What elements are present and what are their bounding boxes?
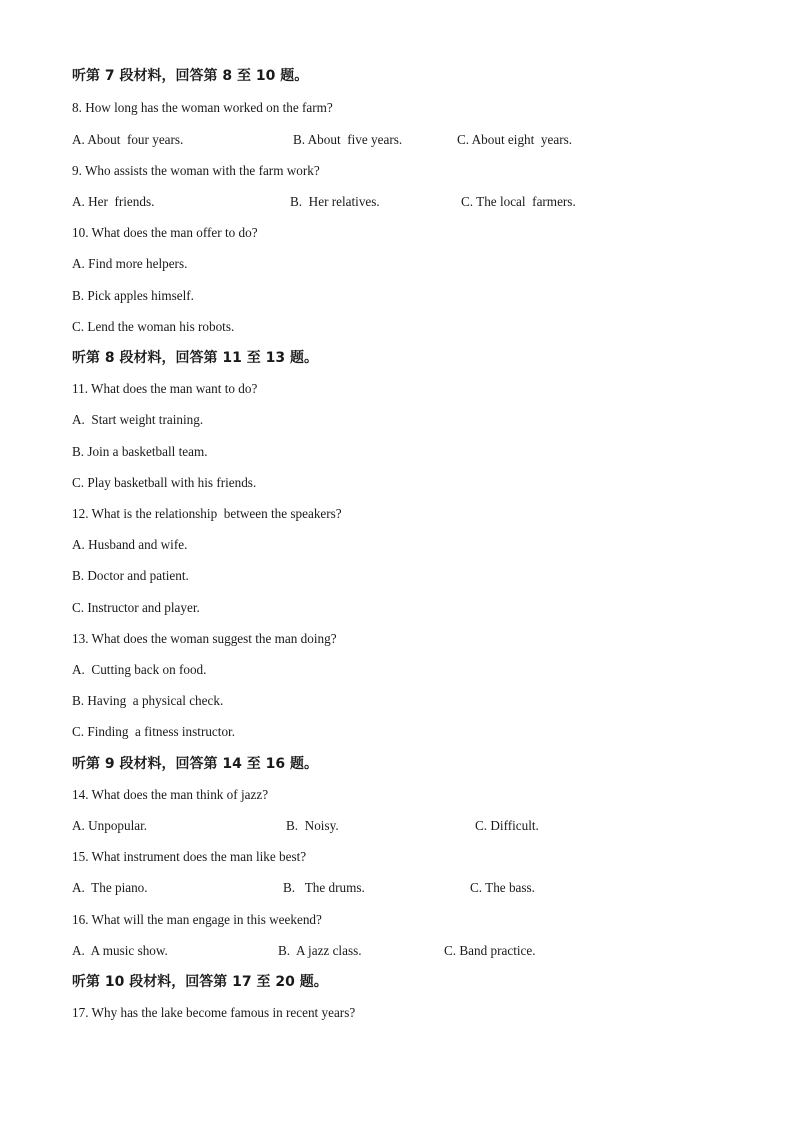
question-11: 11. What does the man want to do? (72, 381, 258, 396)
option-11a: A. Start weight training. (72, 412, 204, 427)
option-13c: C. Finding a fitness instructor. (72, 724, 236, 739)
option-11b: B. Join a basketball team. (72, 444, 208, 459)
option-12c: C. Instructor and player. (72, 600, 200, 615)
option-16b: B. A jazz class. (278, 943, 362, 958)
option-15a: A. The piano. (72, 880, 148, 895)
option-8a: A. About four years. (72, 132, 184, 147)
option-14b: B. Noisy. (286, 818, 339, 833)
option-16c: C. Band practice. (444, 943, 536, 958)
question-8: 8. How long has the woman worked on the farm? (72, 100, 333, 115)
option-13a: A. Cutting back on food. (72, 662, 207, 677)
option-9c: C. The local farmers. (461, 194, 576, 209)
question-9: 9. Who assists the woman with the farm work? (72, 163, 320, 178)
question-17: 17. Why has the lake become famous in recent years? (72, 1005, 356, 1020)
option-15b: B. The drums. (283, 880, 365, 895)
question-13: 13. What does the woman suggest the man doing? (72, 631, 337, 646)
question-15: 15. What instrument does the man like best? (72, 849, 307, 864)
question-12: 12. What is the relationship between the speakers? (72, 506, 342, 521)
section-heading-8: 听第 8 段材料，回答第 11 至 13 题。 (72, 350, 318, 366)
option-9b: B. Her relatives. (290, 194, 380, 209)
option-10b: B. Pick apples himself. (72, 288, 194, 303)
option-15c: C. The bass. (470, 880, 535, 895)
section-heading-7: 听第 7 段材料，回答第 8 至 10 题。 (72, 68, 309, 84)
question-10: 10. What does the man offer to do? (72, 225, 258, 240)
section-heading-9: 听第 9 段材料，回答第 14 至 16 题。 (72, 756, 318, 772)
question-14: 14. What does the man think of jazz? (72, 787, 269, 802)
option-14c: C. Difficult. (475, 818, 539, 833)
option-14a: A. Unpopular. (72, 818, 148, 833)
section-heading-10: 听第 10 段材料，回答第 17 至 20 题。 (72, 974, 328, 990)
option-12b: B. Doctor and patient. (72, 568, 189, 583)
option-9a: A. Her friends. (72, 194, 155, 209)
option-16a: A. A music show. (72, 943, 168, 958)
question-16: 16. What will the man engage in this weekend? (72, 912, 322, 927)
option-12a: A. Husband and wife. (72, 537, 188, 552)
option-11c: C. Play basketball with his friends. (72, 475, 257, 490)
option-10a: A. Find more helpers. (72, 256, 188, 271)
option-8b: B. About five years. (293, 132, 403, 147)
option-8c: C. About eight years. (457, 132, 573, 147)
option-10c: C. Lend the woman his robots. (72, 319, 235, 334)
option-13b: B. Having a physical check. (72, 693, 224, 708)
